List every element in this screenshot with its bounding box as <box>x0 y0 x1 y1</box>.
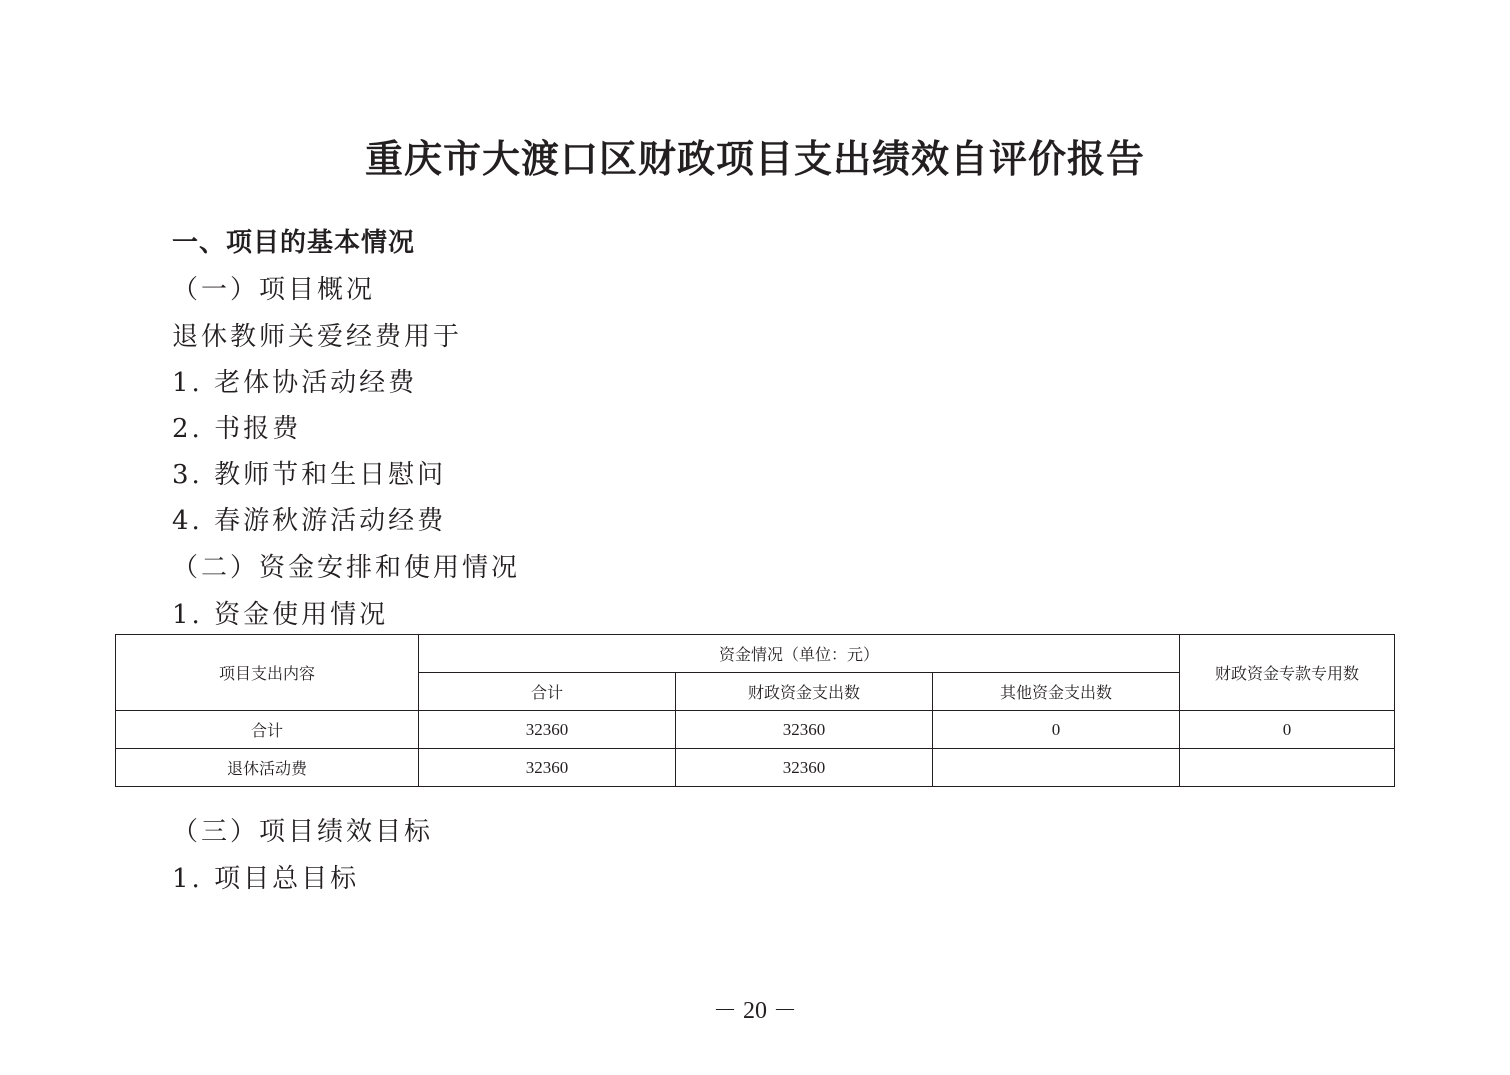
section-heading-basic-info: 一、项目的基本情况 <box>172 228 416 258</box>
header-other-expense: 其他资金支出数 <box>933 673 1180 711</box>
header-content: 项目支出内容 <box>116 635 419 711</box>
subsection-heading-overview: （一）项目概况 <box>172 275 376 305</box>
cell-special-use <box>1180 749 1395 787</box>
table-row <box>116 711 1395 749</box>
cell-other-expense: 0 <box>933 711 1180 749</box>
overview-list-item: 3. 教师节和生日慰问 <box>172 460 447 490</box>
overall-goal-heading: 1. 项目总目标 <box>172 864 360 894</box>
overview-list-item: 1. 老体协活动经费 <box>172 368 418 398</box>
cell-fiscal-expense: 32360 <box>676 749 933 787</box>
header-special-use: 财政资金专款专用数 <box>1180 635 1395 711</box>
cell-fiscal-expense: 32360 <box>676 711 933 749</box>
overview-list-item: 2. 书报费 <box>172 414 302 444</box>
cell-special-use: 0 <box>1180 711 1395 749</box>
page-number: － 20 － <box>713 998 797 1024</box>
overview-intro-text: 退休教师关爱经费用于 <box>172 322 463 352</box>
cell-content: 退休活动费 <box>116 749 419 787</box>
header-funds-group: 资金情况（单位：元） <box>419 635 1180 673</box>
subsection-heading-funds: （二）资金安排和使用情况 <box>172 553 521 583</box>
cell-total: 32360 <box>419 711 676 749</box>
overview-list-item: 4. 春游秋游活动经费 <box>172 506 447 536</box>
cell-content: 合计 <box>116 711 419 749</box>
header-total: 合计 <box>419 673 676 711</box>
cell-other-expense <box>933 749 1180 787</box>
header-fiscal-expense: 财政资金支出数 <box>676 673 933 711</box>
table-row <box>116 749 1395 787</box>
report-title: 重庆市大渡口区财政项目支出绩效自评价报告 <box>364 137 1145 181</box>
funds-usage-heading: 1. 资金使用情况 <box>172 600 389 630</box>
subsection-heading-goals: （三）项目绩效目标 <box>172 817 434 847</box>
funds-usage-table <box>115 634 1395 787</box>
cell-total: 32360 <box>419 749 676 787</box>
table-header-row <box>116 635 1395 673</box>
